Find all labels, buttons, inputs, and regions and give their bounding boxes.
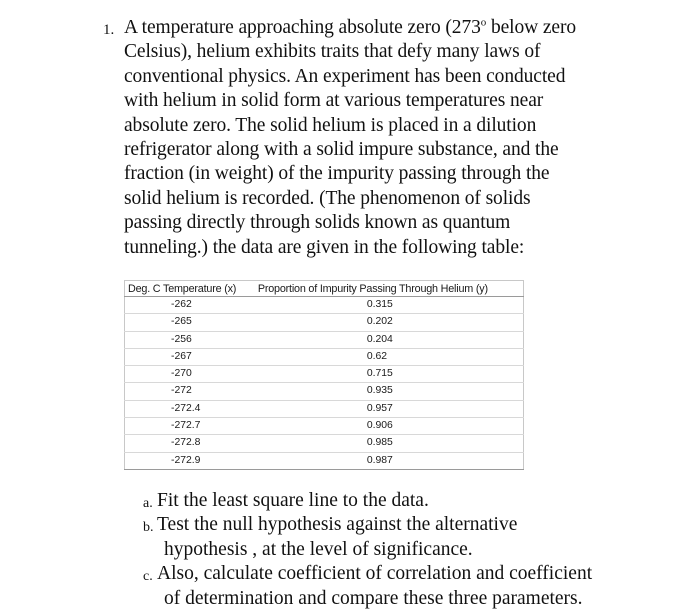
- item-line: hypothesis , at the level of significance.: [164, 538, 473, 560]
- problem-number: 1.: [103, 22, 115, 38]
- table-row: [125, 383, 524, 400]
- cell-x: -272.7: [125, 418, 255, 435]
- problem-line: refrigerator along with a solid impure substance, and the: [124, 139, 559, 161]
- cell-x: -272.8: [125, 435, 255, 452]
- problem-line: Celsius), helium exhibits traits that defy many laws of: [124, 41, 541, 63]
- problem-line: with helium in solid form at various temperatures near: [124, 90, 544, 112]
- table-row: [125, 314, 524, 331]
- cell-y: 0.957: [255, 400, 524, 417]
- item-line: of determination and compare these three parameters.: [164, 587, 583, 609]
- item-line: Fit the least square line to the data.: [157, 490, 429, 511]
- subquestion-a: [143, 489, 643, 513]
- cell-x: -262: [125, 297, 255, 314]
- cell-y: 0.62: [255, 348, 524, 365]
- cell-x: -272.4: [125, 400, 255, 417]
- problem-line: [124, 16, 623, 40]
- problem-text: [124, 16, 623, 260]
- table-row: [125, 400, 524, 417]
- item-line: Test the null hypothesis against the alternative: [157, 514, 518, 536]
- table-row: [125, 418, 524, 435]
- degree-symbol: o: [480, 16, 487, 29]
- cell-y: 0.204: [255, 331, 524, 348]
- cell-y: 0.202: [255, 314, 524, 331]
- table-row: [125, 348, 524, 365]
- subquestion-c: [143, 562, 643, 611]
- header-proportion: Proportion of Impurity Passing Through Helium (y): [255, 281, 524, 297]
- item-letter: a.: [143, 496, 153, 511]
- table-row: [125, 435, 524, 452]
- table-row: [125, 331, 524, 348]
- problem-line: conventional physics. An experiment has been conducted: [124, 65, 566, 87]
- table-row: [125, 297, 524, 314]
- header-temperature: Deg. C Temperature (x): [125, 281, 255, 297]
- cell-y: 0.935: [255, 383, 524, 400]
- data-table: [124, 280, 524, 470]
- problem-line-1-head: A temperature approaching absolute zero (273: [124, 17, 481, 38]
- cell-x: -265: [125, 314, 255, 331]
- item-letter: b.: [143, 520, 154, 536]
- cell-y: 0.315: [255, 297, 524, 314]
- table-header-row: [125, 281, 524, 297]
- problem-line: solid helium is recorded. (The phenomenon of solids: [124, 187, 531, 209]
- problem-line: tunneling.) the data are given in the following table:: [124, 236, 525, 258]
- table-row: [125, 452, 524, 469]
- cell-y: 0.985: [255, 435, 524, 452]
- cell-y: 0.906: [255, 418, 524, 435]
- cell-y: 0.987: [255, 452, 524, 469]
- problem-line: passing directly through solids known as quantum: [124, 212, 511, 234]
- problem-1: [103, 16, 623, 260]
- cell-x: -267: [125, 348, 255, 365]
- cell-y: 0.715: [255, 366, 524, 383]
- subquestions: [143, 489, 643, 611]
- item-line: Also, calculate coefficient of correlation and coefficient: [157, 563, 593, 585]
- table-row: [125, 366, 524, 383]
- item-letter: c.: [143, 569, 153, 585]
- cell-x: -272: [125, 383, 255, 400]
- problem-line-1-tail: below zero: [486, 17, 577, 38]
- cell-x: -272.9: [125, 452, 255, 469]
- cell-x: -270: [125, 366, 255, 383]
- problem-line: fraction (in weight) of the impurity passing through the: [124, 163, 550, 185]
- cell-x: -256: [125, 331, 255, 348]
- subquestion-b: [143, 513, 643, 562]
- problem-line: absolute zero. The solid helium is placed in a dilution: [124, 114, 537, 136]
